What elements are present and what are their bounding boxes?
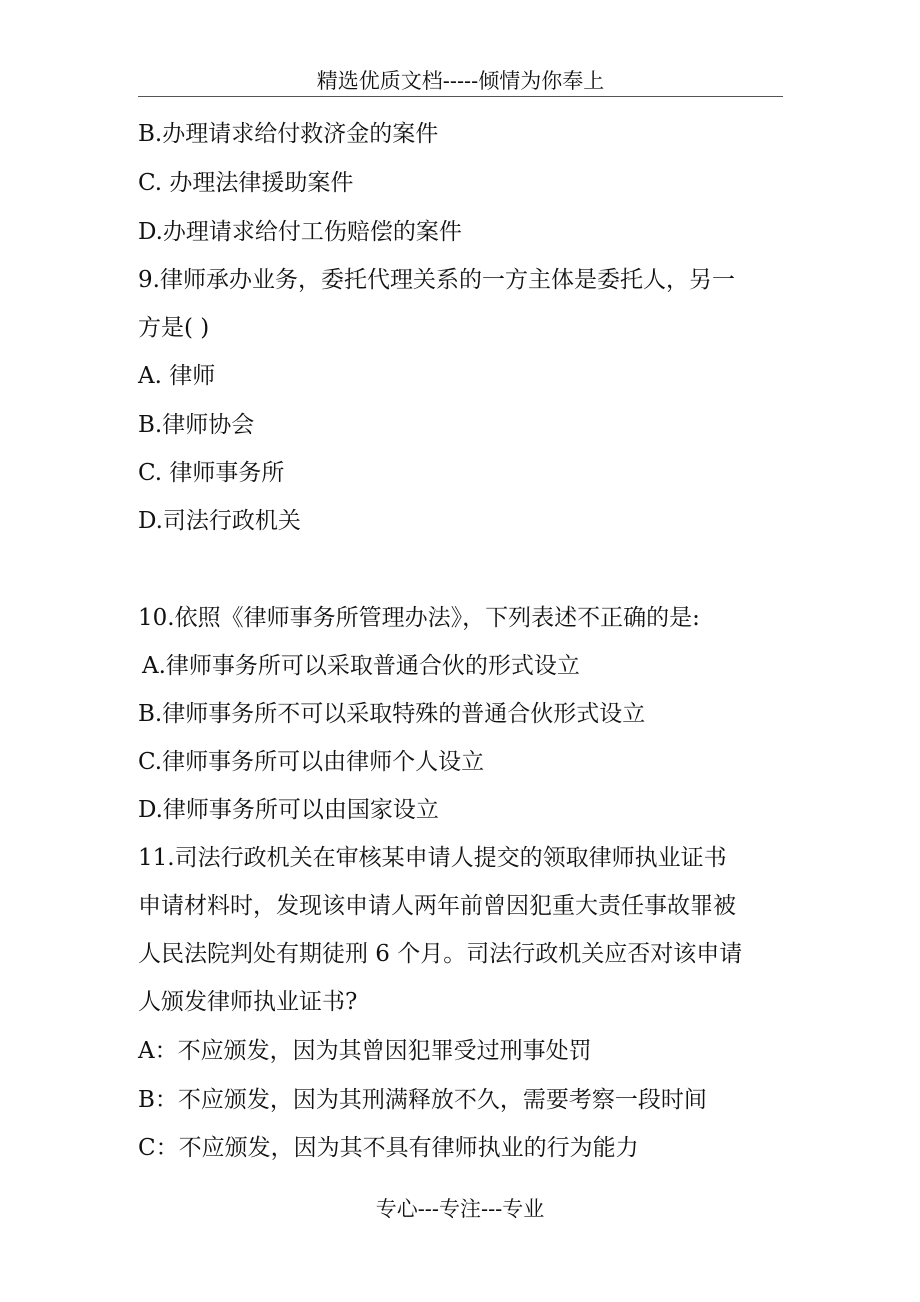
option-b-q10: B.律师事务所不可以采取特殊的普通合伙形式设立 [138, 701, 646, 727]
option-b-q11: B：不应颁发，因为其刑满释放不久，需要考察一段时间 [138, 1087, 707, 1113]
option-a-q9: A. 律师 [138, 363, 216, 389]
option-c-q11: C：不应颁发，因为其不具有律师执业的行为能力 [138, 1135, 639, 1161]
question-11-line-3: 人民法院判处有期徒刑 6 个月。司法行政机关应否对该申请 [138, 941, 743, 967]
question-11-line-2: 申请材料时，发现该申请人两年前曾因犯重大责任事故罪被 [138, 893, 736, 919]
question-11-line-1: 11.司法行政机关在审核某申请人提交的领取律师执业证书 [138, 845, 727, 871]
option-c-q10: C.律师事务所可以由律师个人设立 [138, 749, 485, 775]
question-10: 10.依照《律师事务所管理办法》，下列表述不正确的是: [138, 605, 700, 631]
question-9-line-1: 9.律师承办业务，委托代理关系的一方主体是委托人，另一 [138, 267, 735, 293]
option-b-q9: B.律师协会 [138, 412, 255, 438]
option-c-q8: C. 办理法律援助案件 [138, 170, 354, 196]
header-divider [138, 96, 783, 97]
option-d-q10: D.律师事务所可以由国家设立 [138, 797, 439, 823]
question-9-line-2: 方是( ) [138, 315, 210, 341]
option-a-q10: A.律师事务所可以采取普通合伙的形式设立 [142, 653, 580, 679]
option-d-q8: D.办理请求给付工伤赔偿的案件 [138, 219, 462, 245]
question-11-line-4: 人颁发律师执业证书? [138, 989, 358, 1015]
option-b-q8: B.办理请求给付救济金的案件 [138, 121, 439, 147]
option-d-q9: D.司法行政机关 [138, 508, 301, 534]
page-header: 精选优质文档-----倾情为你奉上 [316, 69, 605, 93]
option-a-q11: A：不应颁发，因为其曾因犯罪受过刑事处罚 [138, 1038, 592, 1064]
option-c-q9: C. 律师事务所 [138, 460, 285, 486]
page-footer: 专心---专注---专业 [375, 1197, 545, 1221]
